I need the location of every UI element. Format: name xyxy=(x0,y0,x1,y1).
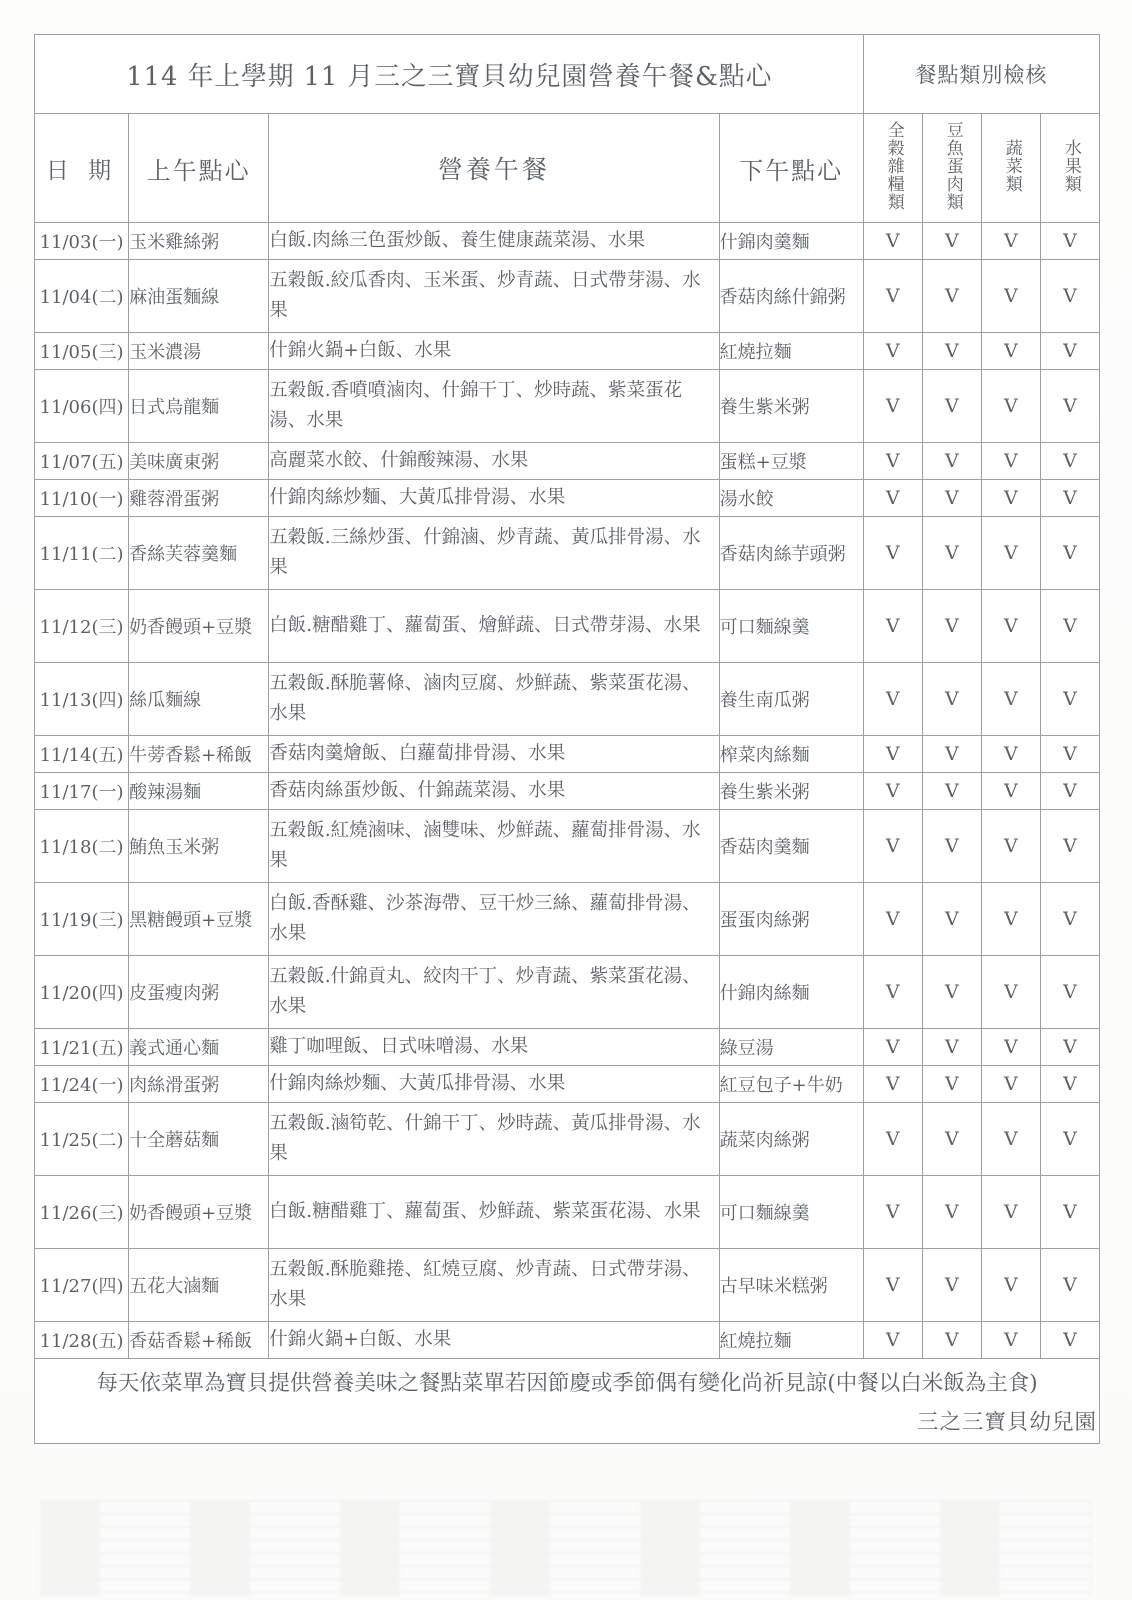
cell-morning-snack: 玉米濃湯 xyxy=(129,333,269,370)
cell-check-protein: V xyxy=(922,773,981,810)
table-row xyxy=(35,1029,1100,1066)
cell-lunch: 什錦火鍋+白飯、水果 xyxy=(269,333,719,370)
cell-check-vegetables: V xyxy=(981,590,1040,663)
cell-check-vegetables: V xyxy=(981,810,1040,883)
cell-check-protein: V xyxy=(922,1176,981,1249)
cell-afternoon-snack: 香菇肉羹麵 xyxy=(719,810,863,883)
table-row xyxy=(35,1322,1100,1359)
cell-afternoon-snack: 香菇肉絲什錦粥 xyxy=(719,260,863,333)
cell-lunch: 五穀飯.香噴噴滷肉、什錦干丁、炒時蔬、紫菜蛋花湯、水果 xyxy=(269,370,719,443)
cell-afternoon-snack: 古早味米糕粥 xyxy=(719,1249,863,1322)
col-header-morning-snack: 上午點心 xyxy=(129,114,269,223)
cell-check-fruits: V xyxy=(1040,517,1099,590)
cell-check-fruits: V xyxy=(1040,773,1099,810)
col-header-protein xyxy=(922,114,981,223)
cell-check-grains: V xyxy=(863,590,922,663)
cell-afternoon-snack: 蛋蛋肉絲粥 xyxy=(719,883,863,956)
cell-check-protein: V xyxy=(922,883,981,956)
table-row xyxy=(35,590,1100,663)
cell-date: 11/10(一) xyxy=(35,480,129,517)
table-row xyxy=(35,1249,1100,1322)
col-header-vegetables xyxy=(981,114,1040,223)
cell-check-vegetables: V xyxy=(981,1249,1040,1322)
cell-lunch: 五穀飯.滷筍乾、什錦干丁、炒時蔬、黃瓜排骨湯、水果 xyxy=(269,1103,719,1176)
cell-date: 11/18(二) xyxy=(35,810,129,883)
cell-check-protein: V xyxy=(922,1066,981,1103)
cell-afternoon-snack: 什錦肉絲麵 xyxy=(719,956,863,1029)
cell-date: 11/21(五) xyxy=(35,1029,129,1066)
cell-morning-snack: 十全蘑菇麵 xyxy=(129,1103,269,1176)
table-row xyxy=(35,517,1100,590)
cell-afternoon-snack: 紅豆包子+牛奶 xyxy=(719,1066,863,1103)
cell-check-protein: V xyxy=(922,1029,981,1066)
cell-check-protein: V xyxy=(922,480,981,517)
cell-date: 11/12(三) xyxy=(35,590,129,663)
cell-check-fruits: V xyxy=(1040,480,1099,517)
menu-sheet xyxy=(34,34,1100,1444)
cell-check-protein: V xyxy=(922,443,981,480)
table-row xyxy=(35,1066,1100,1103)
cell-date: 11/07(五) xyxy=(35,443,129,480)
cell-check-grains: V xyxy=(863,883,922,956)
table-row xyxy=(35,810,1100,883)
col-header-grains xyxy=(863,114,922,223)
cell-check-vegetables: V xyxy=(981,1029,1040,1066)
cell-afternoon-snack: 紅燒拉麵 xyxy=(719,333,863,370)
cell-check-grains: V xyxy=(863,1322,922,1359)
cell-morning-snack: 日式烏龍麵 xyxy=(129,370,269,443)
cell-check-grains: V xyxy=(863,333,922,370)
cell-lunch: 白飯.香酥雞、沙茶海帶、豆干炒三絲、蘿蔔排骨湯、水果 xyxy=(269,883,719,956)
menu-table-body xyxy=(35,35,1100,1444)
title-row xyxy=(35,35,1100,114)
cell-check-vegetables: V xyxy=(981,956,1040,1029)
cell-check-protein: V xyxy=(922,590,981,663)
cell-date: 11/24(一) xyxy=(35,1066,129,1103)
cell-check-fruits: V xyxy=(1040,370,1099,443)
cell-morning-snack: 香菇香鬆+稀飯 xyxy=(129,1322,269,1359)
col-header-afternoon-snack: 下午點心 xyxy=(719,114,863,223)
col-header-vegetables-text: 蔬菜類 xyxy=(1001,139,1022,194)
cell-morning-snack: 牛蒡香鬆+稀飯 xyxy=(129,736,269,773)
table-row xyxy=(35,1103,1100,1176)
cell-check-vegetables: V xyxy=(981,736,1040,773)
cell-lunch: 香菇肉羹燴飯、白蘿蔔排骨湯、水果 xyxy=(269,736,719,773)
table-row xyxy=(35,663,1100,736)
cell-date: 11/14(五) xyxy=(35,736,129,773)
cell-check-fruits: V xyxy=(1040,1103,1099,1176)
cell-afternoon-snack: 蛋糕+豆漿 xyxy=(719,443,863,480)
cell-date: 11/20(四) xyxy=(35,956,129,1029)
table-row xyxy=(35,956,1100,1029)
cell-date: 11/05(三) xyxy=(35,333,129,370)
cell-lunch: 五穀飯.紅燒滷味、滷雙味、炒鮮蔬、蘿蔔排骨湯、水果 xyxy=(269,810,719,883)
cell-check-fruits: V xyxy=(1040,663,1099,736)
table-row xyxy=(35,773,1100,810)
col-header-fruits xyxy=(1040,114,1099,223)
cell-morning-snack: 五花大滷麵 xyxy=(129,1249,269,1322)
cell-lunch: 白飯.肉絲三色蛋炒飯、養生健康蔬菜湯、水果 xyxy=(269,223,719,260)
cell-check-fruits: V xyxy=(1040,736,1099,773)
cell-check-protein: V xyxy=(922,663,981,736)
cell-date: 11/28(五) xyxy=(35,1322,129,1359)
cell-morning-snack: 雞蓉滑蛋粥 xyxy=(129,480,269,517)
cell-date: 11/25(二) xyxy=(35,1103,129,1176)
cell-date: 11/03(一) xyxy=(35,223,129,260)
cell-check-grains: V xyxy=(863,956,922,1029)
page-title xyxy=(35,35,864,114)
cell-check-grains: V xyxy=(863,517,922,590)
cell-date: 11/13(四) xyxy=(35,663,129,736)
cell-check-fruits: V xyxy=(1040,1249,1099,1322)
check-section-title: 餐點類別檢核 xyxy=(863,35,1099,114)
cell-check-fruits: V xyxy=(1040,1029,1099,1066)
cell-check-fruits: V xyxy=(1040,590,1099,663)
cell-date: 11/11(二) xyxy=(35,517,129,590)
cell-check-vegetables: V xyxy=(981,773,1040,810)
cell-afternoon-snack: 養生南瓜粥 xyxy=(719,663,863,736)
cell-check-fruits: V xyxy=(1040,443,1099,480)
column-header-row xyxy=(35,114,1100,223)
col-header-fruits-text: 水果類 xyxy=(1060,139,1081,194)
cell-check-vegetables: V xyxy=(981,663,1040,736)
cell-check-vegetables: V xyxy=(981,333,1040,370)
footer-note: 每天依菜單為寶貝提供營養美味之餐點菜單若因節慶或季節偶有變化尚祈見諒(中餐以白米飯為主食) xyxy=(96,1371,1038,1396)
cell-lunch: 什錦火鍋+白飯、水果 xyxy=(269,1322,719,1359)
cell-morning-snack: 皮蛋瘦肉粥 xyxy=(129,956,269,1029)
cell-check-protein: V xyxy=(922,370,981,443)
cell-check-grains: V xyxy=(863,260,922,333)
cell-morning-snack: 美味廣東粥 xyxy=(129,443,269,480)
cell-check-grains: V xyxy=(863,443,922,480)
cell-morning-snack: 玉米雞絲粥 xyxy=(129,223,269,260)
table-row xyxy=(35,370,1100,443)
cell-check-grains: V xyxy=(863,810,922,883)
cell-check-vegetables: V xyxy=(981,1322,1040,1359)
cell-lunch: 高麗菜水餃、什錦酸辣湯、水果 xyxy=(269,443,719,480)
page-title-text: 114 年上學期 11 月三之三寶貝幼兒園營養午餐&點心 xyxy=(125,61,772,92)
cell-date: 11/06(四) xyxy=(35,370,129,443)
table-row xyxy=(35,223,1100,260)
cell-lunch: 五穀飯.三絲炒蛋、什錦滷、炒青蔬、黃瓜排骨湯、水果 xyxy=(269,517,719,590)
cell-date: 11/19(三) xyxy=(35,883,129,956)
cell-date: 11/27(四) xyxy=(35,1249,129,1322)
cell-afternoon-snack: 榨菜肉絲麵 xyxy=(719,736,863,773)
cell-lunch: 雞丁咖哩飯、日式味噌湯、水果 xyxy=(269,1029,719,1066)
cell-check-protein: V xyxy=(922,1103,981,1176)
cell-check-grains: V xyxy=(863,223,922,260)
cell-check-protein: V xyxy=(922,517,981,590)
cell-check-grains: V xyxy=(863,1103,922,1176)
cell-check-fruits: V xyxy=(1040,810,1099,883)
cell-morning-snack: 麻油蛋麵線 xyxy=(129,260,269,333)
cell-afternoon-snack: 紅燒拉麵 xyxy=(719,1322,863,1359)
cell-check-grains: V xyxy=(863,1029,922,1066)
cell-afternoon-snack: 湯水餃 xyxy=(719,480,863,517)
cell-check-vegetables: V xyxy=(981,370,1040,443)
cell-morning-snack: 黑糖饅頭+豆漿 xyxy=(129,883,269,956)
cell-check-protein: V xyxy=(922,736,981,773)
cell-check-fruits: V xyxy=(1040,260,1099,333)
cell-check-protein: V xyxy=(922,333,981,370)
cell-check-fruits: V xyxy=(1040,883,1099,956)
cell-check-fruits: V xyxy=(1040,223,1099,260)
cell-date: 11/26(三) xyxy=(35,1176,129,1249)
cell-check-vegetables: V xyxy=(981,260,1040,333)
cell-check-grains: V xyxy=(863,370,922,443)
col-header-protein-text: 豆魚蛋肉類 xyxy=(942,121,963,212)
col-header-grains-text: 全穀雜糧類 xyxy=(883,121,904,212)
cell-morning-snack: 絲瓜麵線 xyxy=(129,663,269,736)
cell-morning-snack: 奶香饅頭+豆漿 xyxy=(129,590,269,663)
cell-check-grains: V xyxy=(863,1066,922,1103)
cell-check-vegetables: V xyxy=(981,1066,1040,1103)
cell-afternoon-snack: 可口麵線羹 xyxy=(719,1176,863,1249)
cell-check-vegetables: V xyxy=(981,1103,1040,1176)
cell-check-protein: V xyxy=(922,223,981,260)
footer-row xyxy=(35,1359,1100,1444)
table-row xyxy=(35,443,1100,480)
cell-check-fruits: V xyxy=(1040,1066,1099,1103)
cell-morning-snack: 肉絲滑蛋粥 xyxy=(129,1066,269,1103)
cell-lunch: 什錦肉絲炒麵、大黃瓜排骨湯、水果 xyxy=(269,1066,719,1103)
cell-afternoon-snack: 蔬菜肉絲粥 xyxy=(719,1103,863,1176)
cell-check-fruits: V xyxy=(1040,1322,1099,1359)
cell-check-protein: V xyxy=(922,1249,981,1322)
cell-morning-snack: 奶香饅頭+豆漿 xyxy=(129,1176,269,1249)
cell-check-fruits: V xyxy=(1040,1176,1099,1249)
cell-afternoon-snack: 養生紫米粥 xyxy=(719,370,863,443)
cell-lunch: 香菇肉絲蛋炒飯、什錦蔬菜湯、水果 xyxy=(269,773,719,810)
table-row xyxy=(35,736,1100,773)
cell-check-vegetables: V xyxy=(981,517,1040,590)
cell-check-protein: V xyxy=(922,1322,981,1359)
cell-morning-snack: 香絲芙蓉羹麵 xyxy=(129,517,269,590)
cell-afternoon-snack: 什錦肉羹麵 xyxy=(719,223,863,260)
table-row xyxy=(35,1176,1100,1249)
cell-check-protein: V xyxy=(922,810,981,883)
cell-lunch: 什錦肉絲炒麵、大黃瓜排骨湯、水果 xyxy=(269,480,719,517)
footer-note-cell xyxy=(35,1359,1100,1444)
cell-afternoon-snack: 香菇肉絲芋頭粥 xyxy=(719,517,863,590)
cell-date: 11/04(二) xyxy=(35,260,129,333)
cell-afternoon-snack: 可口麵線羹 xyxy=(719,590,863,663)
cell-check-vegetables: V xyxy=(981,1176,1040,1249)
table-row xyxy=(35,480,1100,517)
col-header-date: 日 期 xyxy=(35,114,129,223)
cell-check-grains: V xyxy=(863,1176,922,1249)
cell-check-protein: V xyxy=(922,260,981,333)
cell-check-grains: V xyxy=(863,480,922,517)
cell-lunch: 白飯.糖醋雞丁、蘿蔔蛋、燴鮮蔬、日式帶芽湯、水果 xyxy=(269,590,719,663)
cell-check-fruits: V xyxy=(1040,956,1099,1029)
table-row xyxy=(35,333,1100,370)
cell-lunch: 五穀飯.絞瓜香肉、玉米蛋、炒青蔬、日式帶芽湯、水果 xyxy=(269,260,719,333)
cell-morning-snack: 義式通心麵 xyxy=(129,1029,269,1066)
cell-check-grains: V xyxy=(863,773,922,810)
cell-afternoon-snack: 綠豆湯 xyxy=(719,1029,863,1066)
table-row xyxy=(35,883,1100,956)
cell-afternoon-snack: 養生紫米粥 xyxy=(719,773,863,810)
cell-lunch: 白飯.糖醋雞丁、蘿蔔蛋、炒鮮蔬、紫菜蛋花湯、水果 xyxy=(269,1176,719,1249)
footer-signature: 三之三寶貝幼兒園 xyxy=(916,1410,1097,1435)
cell-check-vegetables: V xyxy=(981,883,1040,956)
cell-lunch: 五穀飯.酥脆雞捲、紅燒豆腐、炒青蔬、日式帶芽湯、水果 xyxy=(269,1249,719,1322)
cell-lunch: 五穀飯.酥脆薯條、滷肉豆腐、炒鮮蔬、紫菜蛋花湯、水果 xyxy=(269,663,719,736)
cell-check-vegetables: V xyxy=(981,443,1040,480)
cell-check-protein: V xyxy=(922,956,981,1029)
cell-morning-snack: 鮪魚玉米粥 xyxy=(129,810,269,883)
cell-check-vegetables: V xyxy=(981,223,1040,260)
table-row xyxy=(35,260,1100,333)
cell-check-grains: V xyxy=(863,736,922,773)
cell-date: 11/17(一) xyxy=(35,773,129,810)
cell-morning-snack: 酸辣湯麵 xyxy=(129,773,269,810)
menu-table xyxy=(34,34,1100,1444)
col-header-lunch: 營養午餐 xyxy=(269,114,719,223)
cell-check-grains: V xyxy=(863,663,922,736)
cell-lunch: 五穀飯.什錦貢丸、絞肉干丁、炒青蔬、紫菜蛋花湯、水果 xyxy=(269,956,719,1029)
cell-check-vegetables: V xyxy=(981,480,1040,517)
cell-check-fruits: V xyxy=(1040,333,1099,370)
cell-check-grains: V xyxy=(863,1249,922,1322)
